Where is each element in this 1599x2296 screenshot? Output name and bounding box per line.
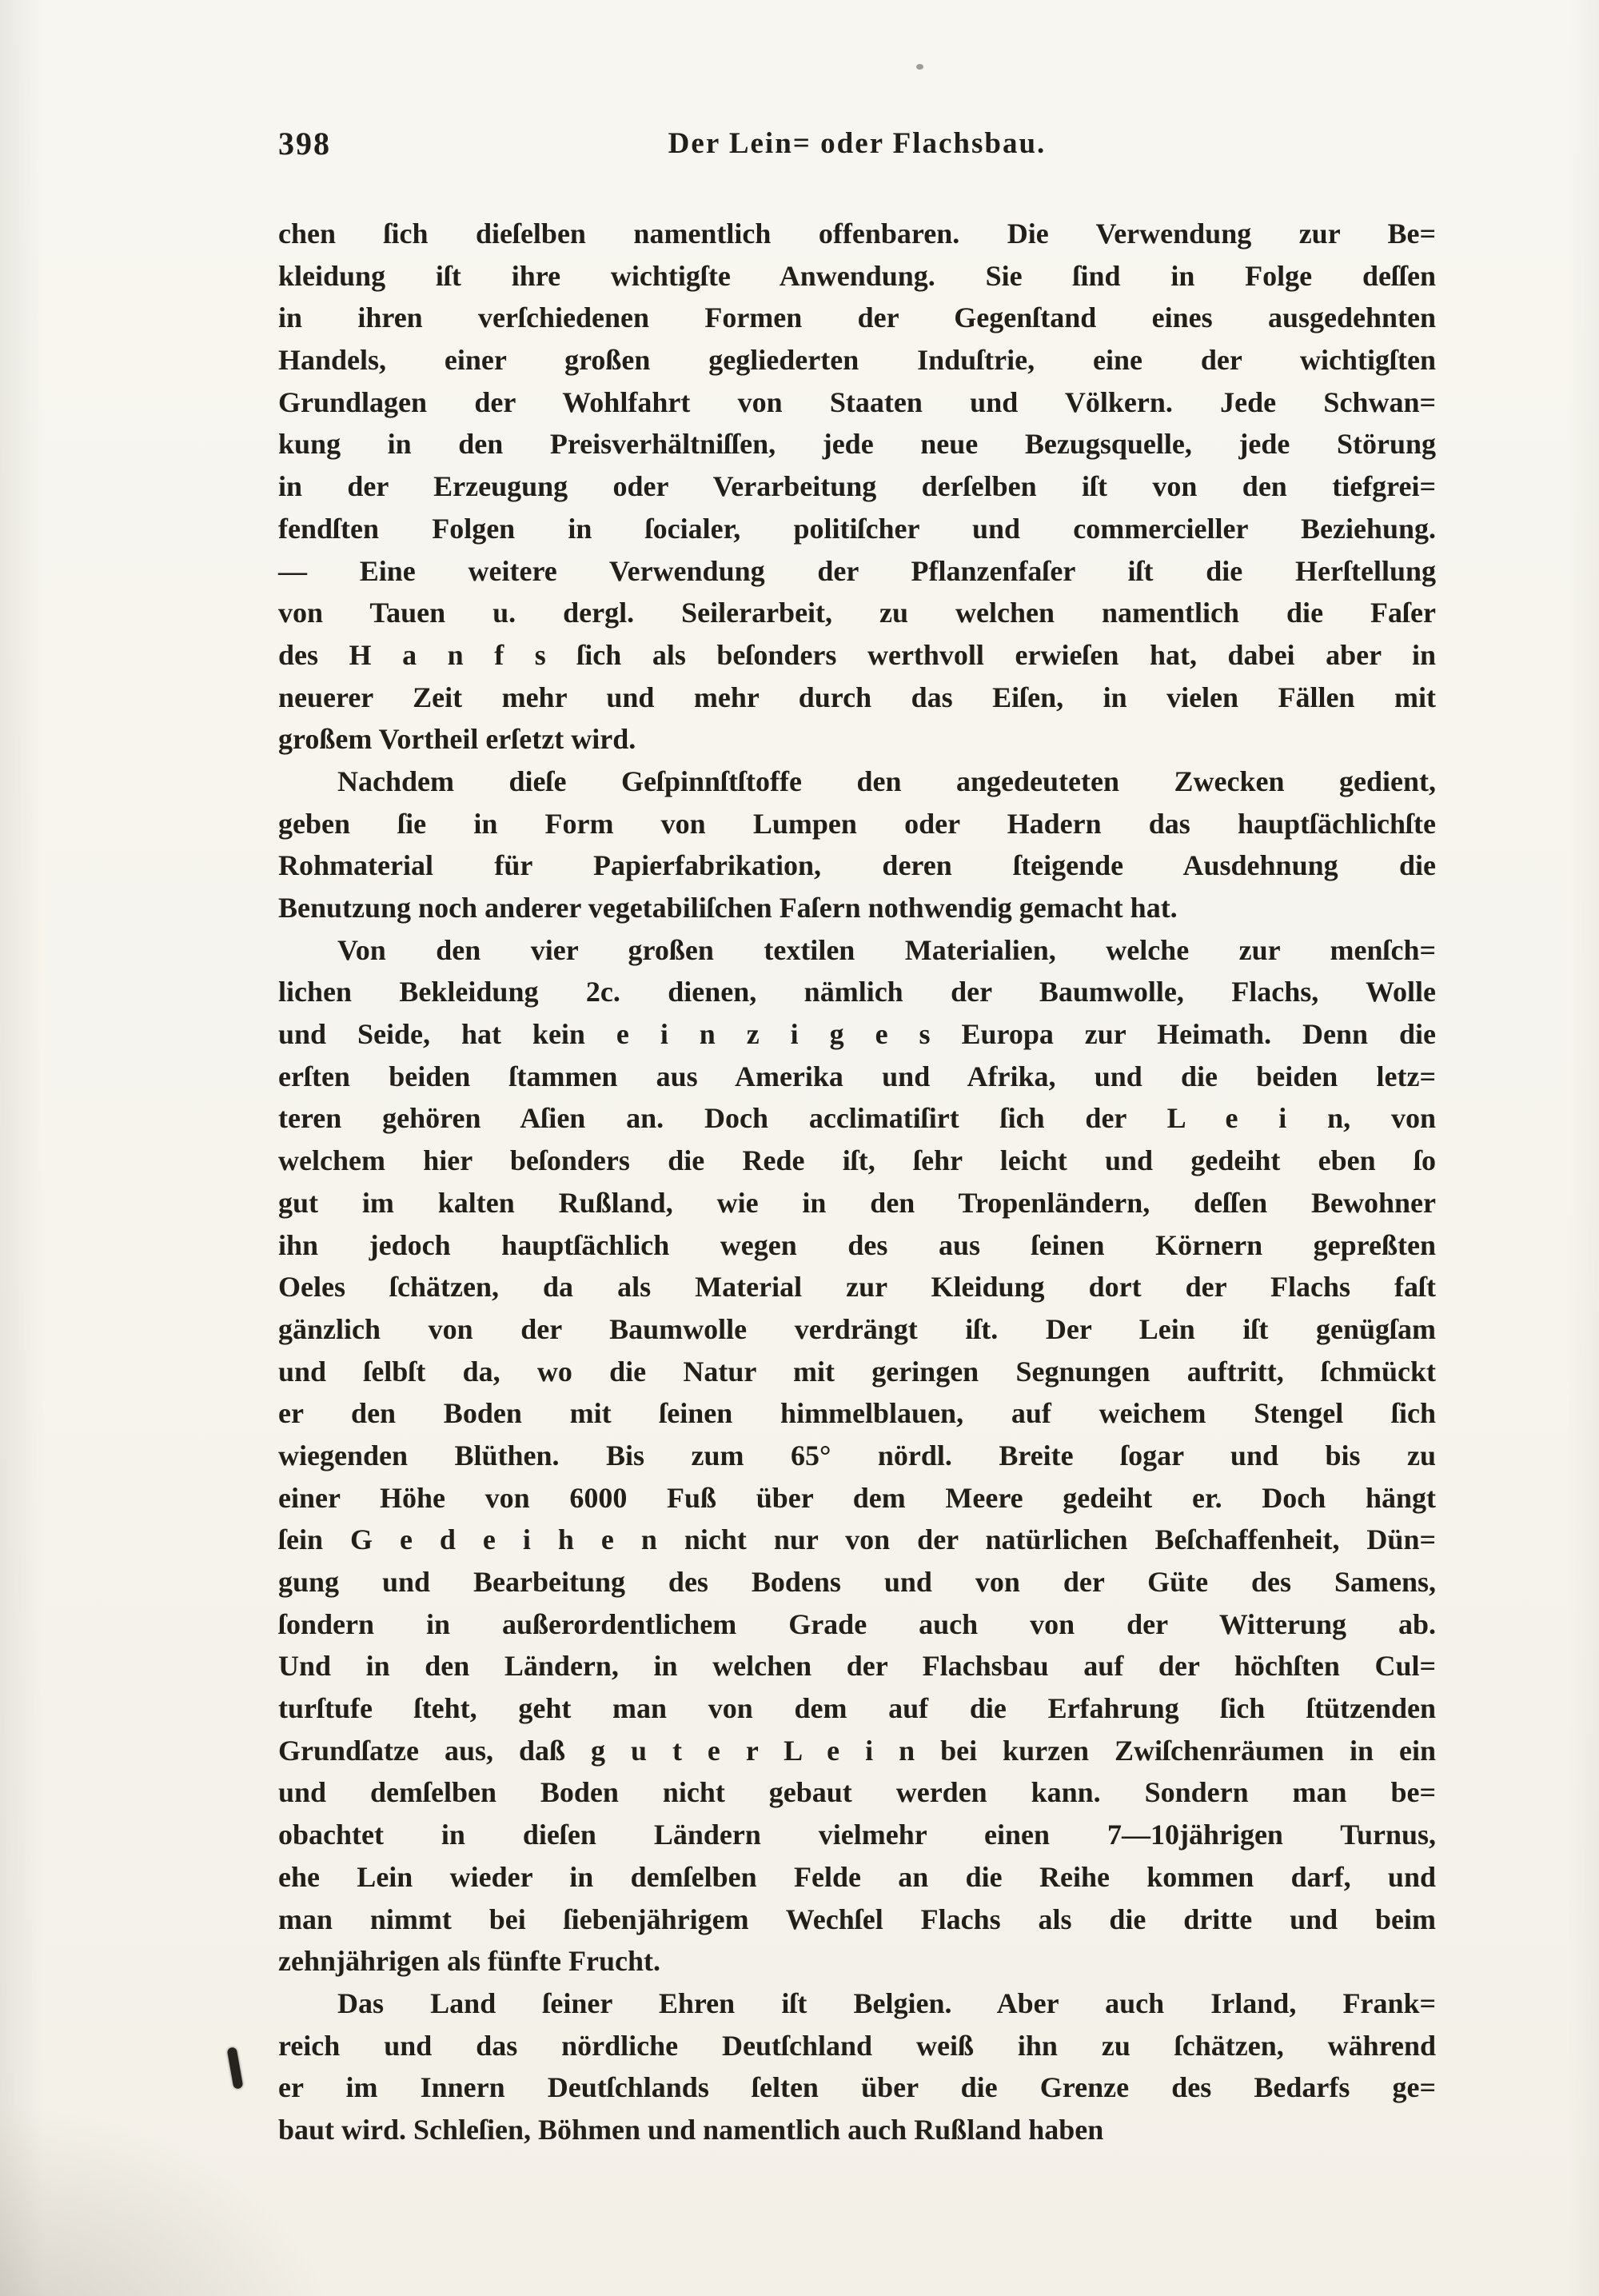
paper-speck	[916, 64, 923, 70]
text-line: in der Erzeugung oder Verarbeitung derſelben iſt von den tiefgrei=	[278, 470, 1436, 503]
text-line: turſtufe ſteht, geht man von dem auf die Erfahrung ſich ſtützenden	[278, 1692, 1436, 1725]
text-line: geben ſie in Form von Lumpen oder Hadern das hauptſächlichſte	[278, 807, 1436, 840]
text-line: zehnjährigen als fünfte Frucht.	[278, 1945, 660, 1978]
text-line: Nachdem dieſe Geſpinnſtſtoffe den angedeuteten Zwecken gedient,	[337, 765, 1436, 797]
text-line: Grundſatze aus, daß g u t e r L e i n bei kurzen Zwiſchenräumen in ein	[278, 1734, 1436, 1767]
text-line: gänzlich von der Baumwolle verdrängt iſt. Der Lein iſt genügſam	[278, 1312, 1436, 1345]
text-line: und ſelbſt da, wo die Natur mit geringen Segnungen auftritt, ſchmückt	[278, 1355, 1436, 1388]
text-line: er im Innern Deutſchlands ſelten über die Grenze des Bedarfs ge=	[278, 2071, 1436, 2104]
text-line: erſten beiden ſtammen aus Amerika und Afrika, und die beiden letz=	[278, 1060, 1436, 1092]
text-line: — Eine weitere Verwendung der Pflanzenfaſer iſt die Herſtellung	[278, 554, 1436, 587]
text-line: Handels, einer großen gegliederten Induſtrie, eine der wichtigſten	[278, 344, 1436, 377]
text-line: ehe Lein wieder in demſelben Felde an die Reihe kommen darf, und	[278, 1860, 1436, 1893]
running-title: Der Lein= oder Flachsbau.	[668, 127, 1047, 160]
text-line: Grundlagen der Wohlfahrt von Staaten und Völkern. Jede Schwan=	[278, 385, 1436, 418]
text-line: obachtet in dieſen Ländern vielmehr einen 7—10jährigen Turnus,	[278, 1819, 1436, 1851]
text-line: gung und Bearbeitung des Bodens und von der Güte des Samens,	[278, 1566, 1436, 1598]
text-line: lichen Bekleidung 2c. dienen, nämlich der Baumwolle, Flachs, Wolle	[278, 976, 1436, 1008]
text-line: Benutzung noch anderer vegetabiliſchen Faſern nothwendig gemacht hat.	[278, 892, 1178, 924]
text-line: man nimmt bei ſiebenjährigem Wechſel Flachs als die dritte und beim	[278, 1903, 1436, 1935]
text-line: des H a n f s ſich als beſonders werthvoll erwieſen hat, dabei aber in	[278, 638, 1436, 671]
text-line: ſondern in außerordentlichem Grade auch von der Witterung ab.	[278, 1607, 1436, 1640]
text-line: in ihren verſchiedenen Formen der Gegenſtand eines ausgedehnten	[278, 301, 1436, 334]
text-line: Oeles ſchätzen, da als Material zur Kleidung dort der Flachs faſt	[278, 1271, 1436, 1304]
text-line: gut im kalten Rußland, wie in den Tropenländern, deſſen Bewohner	[278, 1186, 1436, 1219]
text-line: und demſelben Boden nicht gebaut werden kann. Sondern man be=	[278, 1776, 1436, 1809]
text-line: ihn jedoch hauptſächlich wegen des aus ſeinen Körnern gepreßten	[278, 1228, 1436, 1261]
body-text	[278, 213, 1436, 2151]
text-line: großem Vortheil erſetzt wird.	[278, 723, 636, 756]
text-line: und Seide, hat kein e i n z i g e s Europa zur Heimath. Denn die	[278, 1018, 1436, 1051]
text-line: von Tauen u. dergl. Seilerarbeit, zu welchen namentlich die Faſer	[278, 597, 1436, 629]
text-line: er den Boden mit ſeinen himmelblauen, auf weichem Stengel ſich	[278, 1397, 1436, 1430]
ink-smudge	[227, 2046, 244, 2089]
text-line: einer Höhe von 6000 Fuß über dem Meere gedeiht er. Doch hängt	[278, 1481, 1436, 1514]
text-line: welchem hier beſonders die Rede iſt, ſehr leicht und gedeiht eben ſo	[278, 1144, 1436, 1177]
text-line: Von den vier großen textilen Materialien, welche zur menſch=	[337, 933, 1436, 966]
page-number: 398	[278, 126, 331, 162]
text-line: Das Land ſeiner Ehren iſt Belgien. Aber auch Irland, Frank=	[337, 1987, 1436, 2019]
page-header	[278, 125, 1436, 170]
text-line: baut wird. Schleſien, Böhmen und namentlich auch Rußland haben	[278, 2113, 1104, 2146]
text-line: neuerer Zeit mehr und mehr durch das Eiſen, in vielen Fällen mit	[278, 681, 1436, 713]
text-line: fendſten Folgen in ſocialer, politiſcher und commercieller Beziehung.	[278, 512, 1436, 545]
text-line: teren gehören Aſien an. Doch acclimatiſirt ſich der L e i n, von	[278, 1102, 1436, 1135]
text-line: ſein G e d e i h e n nicht nur von der natürlichen Beſchaffenheit, Dün=	[278, 1523, 1436, 1556]
text-line: reich und das nördliche Deutſchland weiß ihn zu ſchätzen, während	[278, 2029, 1436, 2062]
text-line: Rohmaterial für Papierfabrikation, deren ſteigende Ausdehnung die	[278, 849, 1436, 882]
text-line: wiegenden Blüthen. Bis zum 65° nördl. Breite ſogar und bis zu	[278, 1439, 1436, 1471]
text-line: kleidung iſt ihre wichtigſte Anwendung. Sie ſind in Folge deſſen	[278, 259, 1436, 292]
text-line: chen ſich dieſelben namentlich offenbaren. Die Verwendung zur Be=	[278, 218, 1436, 250]
text-line: kung in den Preisverhältniſſen, jede neue Bezugsquelle, jede Störung	[278, 428, 1436, 461]
text-line: Und in den Ländern, in welchen der Flachsbau auf der höchſten Cul=	[278, 1650, 1436, 1683]
